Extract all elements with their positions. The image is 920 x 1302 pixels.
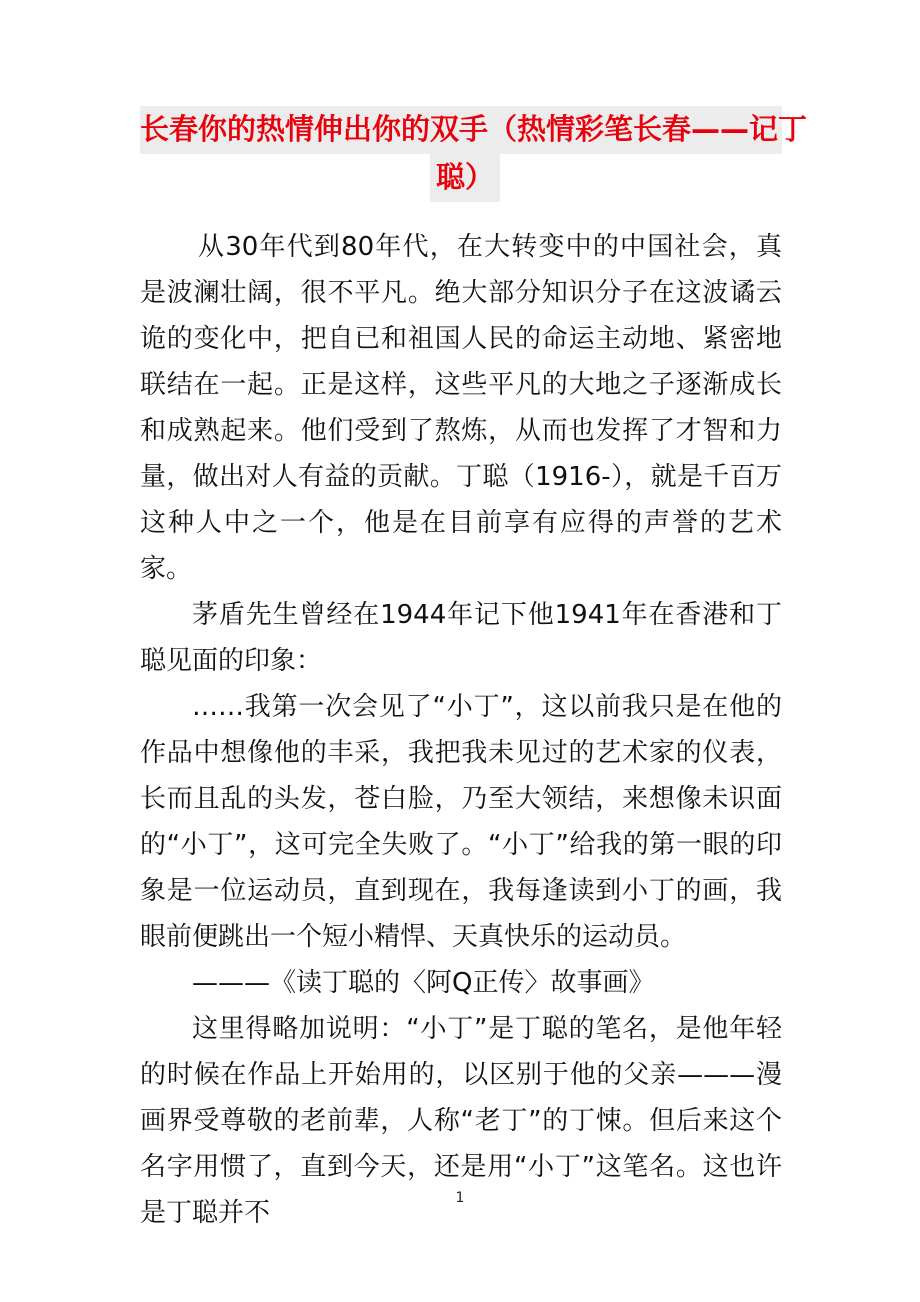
title-line-2: 聪） bbox=[430, 154, 500, 202]
paragraph-4-citation: ———《读丁聪的〈阿Q正传〉故事画》 bbox=[192, 968, 655, 998]
document-title bbox=[140, 106, 808, 202]
paragraph-2: 茅盾先生曾经在1944年记下他1941年在香港和丁聪见面的印象： bbox=[140, 600, 782, 676]
title-line-1: 长春你的热情伸出你的双手（热情彩笔长春——记丁 bbox=[140, 106, 782, 154]
page-number: 1 bbox=[455, 1190, 465, 1206]
paragraph-3-quote: ……我第一次会见了“小丁”，这以前我只是在他的作品中想像他的丰采，我把我未见过的艺术家的仪表，长而且乱的头发，苍白脸，乃至大领结，来想像未识面的“小丁”，这可完全失败了。“小丁”给我的第一眼的印象是一位运动员，直到现在，我每逢读到小丁的画，我眼前便跳出一个短小精悍、天真快乐的运动员。 bbox=[140, 692, 782, 952]
paragraph-1: 从30年代到80年代，在大转变中的中国社会，真是波澜壮阔，很不平凡。绝大部分知识分子在这波谲云诡的变化中，把自已和祖国人民的命运主动地、紧密地联结在一起。正是这样，这些平凡的大地之子逐渐成长和成熟起来。他们受到了熬炼，从而也发挥了才智和力量，做出对人有益的贡献。丁聪（1916-），就是千百万这种人中之一个，他是在目前享有应得的声誉的艺术家。 bbox=[140, 232, 782, 584]
document-body bbox=[140, 224, 782, 1236]
paragraph-5: 这里得略加说明：“小丁”是丁聪的笔名，是他年轻的时候在作品上开始用的，以区别于他的父亲———漫画界受尊敬的老前辈，人称“老丁”的丁悚。但后来这个名字用惯了，直到今天，还是用“小丁”这笔名。这也许是丁聪并不 bbox=[140, 1014, 782, 1228]
